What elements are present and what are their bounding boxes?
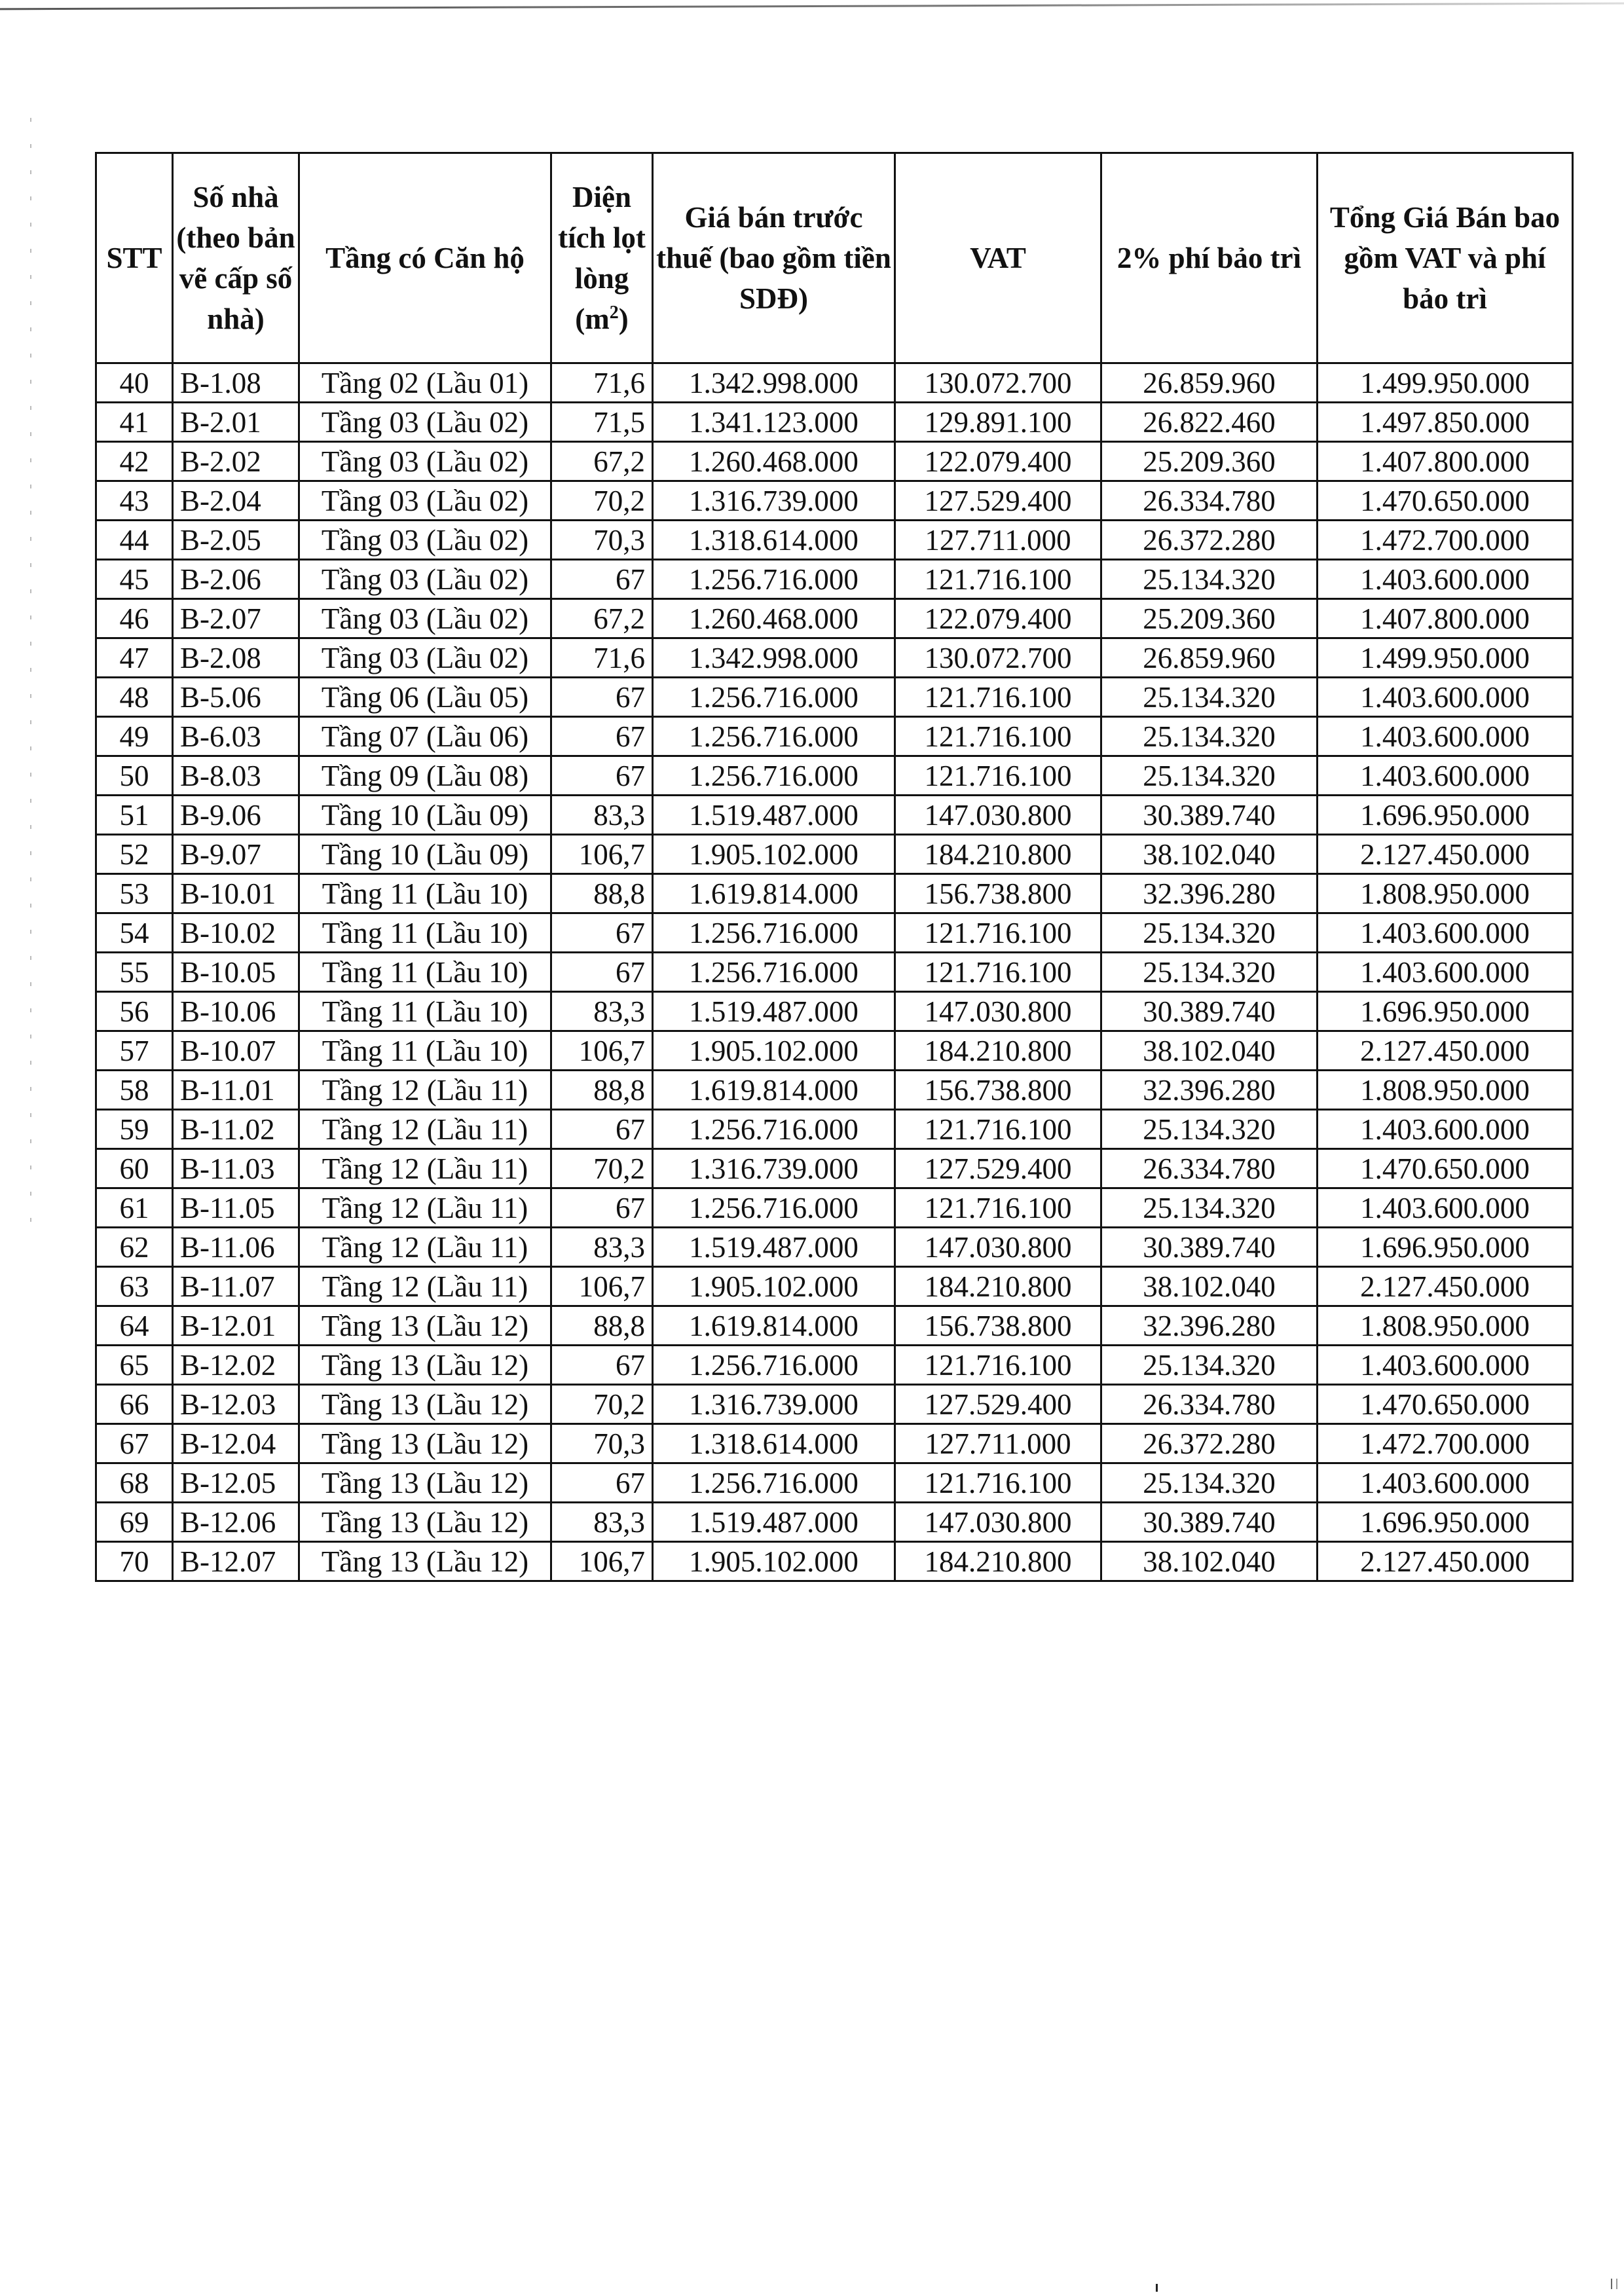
table-row [96,481,1573,521]
cell-floor: Tầng 13 (Lầu 12) [299,1424,551,1463]
cell-total-price: 1.403.600.000 [1318,953,1573,992]
cell-maintenance-fee: 25.134.320 [1101,1346,1318,1385]
cell-house-number: B-10.02 [173,913,299,953]
cell-floor: Tầng 13 (Lầu 12) [299,1542,551,1581]
cell-maintenance-fee: 25.209.360 [1101,599,1318,638]
cell-price-before-tax: 1.619.814.000 [653,1306,895,1346]
cell-stt: 60 [96,1149,173,1188]
cell-house-number: B-12.02 [173,1346,299,1385]
cell-vat: 147.030.800 [895,1228,1101,1267]
cell-floor: Tầng 12 (Lầu 11) [299,1110,551,1149]
cell-house-number: B-10.01 [173,874,299,913]
cell-maintenance-fee: 32.396.280 [1101,1306,1318,1346]
cell-stt: 52 [96,835,173,874]
cell-total-price: 1.472.700.000 [1318,521,1573,560]
cell-stt: 66 [96,1385,173,1424]
cell-price-before-tax: 1.256.716.000 [653,913,895,953]
cell-area: 71,5 [551,403,653,442]
cell-total-price: 1.499.950.000 [1318,638,1573,678]
cell-total-price: 1.696.950.000 [1318,1503,1573,1542]
cell-vat: 121.716.100 [895,913,1101,953]
table-row [96,992,1573,1031]
cell-floor: Tầng 03 (Lầu 02) [299,638,551,678]
cell-vat: 129.891.100 [895,403,1101,442]
cell-total-price: 2.127.450.000 [1318,1031,1573,1071]
cell-vat: 127.711.000 [895,521,1101,560]
cell-stt: 68 [96,1463,173,1503]
cell-floor: Tầng 12 (Lầu 11) [299,1267,551,1306]
cell-price-before-tax: 1.260.468.000 [653,599,895,638]
cell-area: 67 [551,717,653,756]
cell-maintenance-fee: 25.134.320 [1101,953,1318,992]
cell-area: 106,7 [551,1542,653,1581]
cell-floor: Tầng 03 (Lầu 02) [299,442,551,481]
cell-maintenance-fee: 25.134.320 [1101,756,1318,796]
cell-total-price: 1.696.950.000 [1318,1228,1573,1267]
cell-house-number: B-2.06 [173,560,299,599]
cell-house-number: B-11.03 [173,1149,299,1188]
cell-total-price: 1.470.650.000 [1318,481,1573,521]
cell-price-before-tax: 1.905.102.000 [653,1267,895,1306]
cell-vat: 184.210.800 [895,1542,1101,1581]
table-row [96,1110,1573,1149]
cell-vat: 121.716.100 [895,1346,1101,1385]
cell-price-before-tax: 1.316.739.000 [653,1149,895,1188]
cell-house-number: B-2.08 [173,638,299,678]
cell-area: 106,7 [551,835,653,874]
cell-area: 70,2 [551,481,653,521]
table-row [96,599,1573,638]
table-row [96,442,1573,481]
cell-total-price: 2.127.450.000 [1318,1267,1573,1306]
cell-total-price: 1.403.600.000 [1318,560,1573,599]
header-total-price: Tổng Giá Bán bao gồm VAT và phí bảo trì [1318,153,1573,363]
cell-total-price: 1.403.600.000 [1318,913,1573,953]
cell-stt: 47 [96,638,173,678]
table-row [96,953,1573,992]
cell-stt: 67 [96,1424,173,1463]
table-row [96,521,1573,560]
table-row [96,1031,1573,1071]
cell-total-price: 1.403.600.000 [1318,1188,1573,1228]
cell-maintenance-fee: 26.334.780 [1101,481,1318,521]
cell-house-number: B-2.05 [173,521,299,560]
table-row [96,560,1573,599]
cell-floor: Tầng 12 (Lầu 11) [299,1149,551,1188]
cell-total-price: 1.403.600.000 [1318,1463,1573,1503]
table-row [96,756,1573,796]
cell-maintenance-fee: 30.389.740 [1101,992,1318,1031]
cell-stt: 69 [96,1503,173,1542]
table-row [96,1228,1573,1267]
cell-vat: 184.210.800 [895,1267,1101,1306]
cell-total-price: 1.403.600.000 [1318,1346,1573,1385]
cell-price-before-tax: 1.341.123.000 [653,403,895,442]
cell-area: 71,6 [551,363,653,403]
cell-house-number: B-11.06 [173,1228,299,1267]
cell-house-number: B-11.01 [173,1071,299,1110]
cell-area: 67 [551,953,653,992]
cell-floor: Tầng 03 (Lầu 02) [299,521,551,560]
cell-house-number: B-2.07 [173,599,299,638]
cell-house-number: B-12.07 [173,1542,299,1581]
cell-area: 67,2 [551,599,653,638]
cell-house-number: B-9.06 [173,796,299,835]
cell-maintenance-fee: 26.372.280 [1101,521,1318,560]
cell-area: 83,3 [551,796,653,835]
cell-house-number: B-11.05 [173,1188,299,1228]
cell-maintenance-fee: 25.134.320 [1101,717,1318,756]
cell-area: 67 [551,1188,653,1228]
table-row [96,1542,1573,1581]
cell-area: 67 [551,1346,653,1385]
cell-stt: 40 [96,363,173,403]
cell-price-before-tax: 1.318.614.000 [653,521,895,560]
cell-total-price: 1.403.600.000 [1318,678,1573,717]
apartment-price-table [95,152,1574,1582]
cell-stt: 61 [96,1188,173,1228]
cell-total-price: 1.403.600.000 [1318,756,1573,796]
cell-stt: 45 [96,560,173,599]
header-stt: STT [96,153,173,363]
cell-stt: 42 [96,442,173,481]
cell-house-number: B-11.07 [173,1267,299,1306]
cell-maintenance-fee: 38.102.040 [1101,1031,1318,1071]
cell-price-before-tax: 1.519.487.000 [653,1503,895,1542]
cell-vat: 127.529.400 [895,1149,1101,1188]
cell-price-before-tax: 1.256.716.000 [653,1110,895,1149]
cell-price-before-tax: 1.256.716.000 [653,756,895,796]
cell-stt: 55 [96,953,173,992]
table-body [96,363,1573,1581]
cell-area: 70,3 [551,1424,653,1463]
cell-floor: Tầng 11 (Lầu 10) [299,953,551,992]
cell-price-before-tax: 1.519.487.000 [653,992,895,1031]
table-row [96,913,1573,953]
cell-floor: Tầng 11 (Lầu 10) [299,1031,551,1071]
cell-maintenance-fee: 26.334.780 [1101,1149,1318,1188]
cell-area: 106,7 [551,1267,653,1306]
cell-stt: 56 [96,992,173,1031]
cell-price-before-tax: 1.905.102.000 [653,1031,895,1071]
cell-vat: 156.738.800 [895,874,1101,913]
cell-house-number: B-10.06 [173,992,299,1031]
cell-area: 67 [551,560,653,599]
cell-stt: 70 [96,1542,173,1581]
cell-area: 67 [551,678,653,717]
cell-area: 70,2 [551,1385,653,1424]
cell-house-number: B-5.06 [173,678,299,717]
cell-floor: Tầng 11 (Lầu 10) [299,913,551,953]
scan-artifact-mark [1611,2279,1617,2289]
cell-floor: Tầng 13 (Lầu 12) [299,1503,551,1542]
cell-vat: 121.716.100 [895,1463,1101,1503]
cell-total-price: 2.127.450.000 [1318,1542,1573,1581]
cell-house-number: B-8.03 [173,756,299,796]
cell-total-price: 1.497.850.000 [1318,403,1573,442]
cell-house-number: B-6.03 [173,717,299,756]
cell-floor: Tầng 03 (Lầu 02) [299,403,551,442]
cell-vat: 184.210.800 [895,1031,1101,1071]
cell-maintenance-fee: 26.822.460 [1101,403,1318,442]
cell-stt: 59 [96,1110,173,1149]
cell-floor: Tầng 13 (Lầu 12) [299,1306,551,1346]
table-header-row [96,153,1573,363]
cell-area: 88,8 [551,1306,653,1346]
cell-area: 67 [551,913,653,953]
cell-price-before-tax: 1.619.814.000 [653,1071,895,1110]
cell-stt: 48 [96,678,173,717]
cell-floor: Tầng 11 (Lầu 10) [299,992,551,1031]
cell-floor: Tầng 12 (Lầu 11) [299,1188,551,1228]
cell-floor: Tầng 06 (Lầu 05) [299,678,551,717]
cell-maintenance-fee: 30.389.740 [1101,796,1318,835]
cell-house-number: B-9.07 [173,835,299,874]
scan-artifact-mark [1156,2284,1158,2292]
cell-vat: 147.030.800 [895,796,1101,835]
table-row [96,1463,1573,1503]
cell-area: 88,8 [551,1071,653,1110]
cell-floor: Tầng 13 (Lầu 12) [299,1346,551,1385]
cell-vat: 130.072.700 [895,363,1101,403]
cell-vat: 121.716.100 [895,1110,1101,1149]
cell-total-price: 2.127.450.000 [1318,835,1573,874]
cell-vat: 147.030.800 [895,1503,1101,1542]
cell-price-before-tax: 1.318.614.000 [653,1424,895,1463]
cell-maintenance-fee: 25.134.320 [1101,913,1318,953]
cell-area: 70,3 [551,521,653,560]
cell-total-price: 1.696.950.000 [1318,796,1573,835]
cell-maintenance-fee: 32.396.280 [1101,1071,1318,1110]
header-area-text: Diện tích lọt lòng (m [558,181,646,335]
cell-price-before-tax: 1.316.739.000 [653,1385,895,1424]
cell-area: 67 [551,756,653,796]
cell-price-before-tax: 1.342.998.000 [653,638,895,678]
cell-vat: 121.716.100 [895,678,1101,717]
table-row [96,1267,1573,1306]
cell-vat: 156.738.800 [895,1071,1101,1110]
cell-price-before-tax: 1.519.487.000 [653,796,895,835]
cell-floor: Tầng 13 (Lầu 12) [299,1463,551,1503]
header-floor: Tầng có Căn hộ [299,153,551,363]
cell-total-price: 1.499.950.000 [1318,363,1573,403]
scan-edge-line [0,3,1624,10]
cell-vat: 147.030.800 [895,992,1101,1031]
cell-price-before-tax: 1.256.716.000 [653,1346,895,1385]
cell-area: 67,2 [551,442,653,481]
cell-floor: Tầng 12 (Lầu 11) [299,1228,551,1267]
cell-floor: Tầng 03 (Lầu 02) [299,560,551,599]
cell-price-before-tax: 1.316.739.000 [653,481,895,521]
cell-house-number: B-10.05 [173,953,299,992]
table-row [96,1188,1573,1228]
cell-house-number: B-12.03 [173,1385,299,1424]
cell-floor: Tầng 11 (Lầu 10) [299,874,551,913]
cell-vat: 156.738.800 [895,1306,1101,1346]
cell-stt: 53 [96,874,173,913]
header-house-number: Số nhà (theo bản vẽ cấp số nhà) [173,153,299,363]
cell-stt: 58 [96,1071,173,1110]
cell-house-number: B-12.01 [173,1306,299,1346]
header-maintenance-fee: 2% phí bảo trì [1101,153,1318,363]
cell-area: 88,8 [551,874,653,913]
cell-vat: 127.529.400 [895,1385,1101,1424]
cell-vat: 122.079.400 [895,599,1101,638]
cell-floor: Tầng 03 (Lầu 02) [299,599,551,638]
cell-maintenance-fee: 30.389.740 [1101,1228,1318,1267]
cell-stt: 51 [96,796,173,835]
cell-stt: 49 [96,717,173,756]
cell-maintenance-fee: 32.396.280 [1101,874,1318,913]
cell-maintenance-fee: 26.859.960 [1101,638,1318,678]
table-row [96,363,1573,403]
header-area-close: ) [618,303,629,335]
table-row [96,1503,1573,1542]
cell-vat: 121.716.100 [895,717,1101,756]
header-vat: VAT [895,153,1101,363]
cell-total-price: 1.808.950.000 [1318,874,1573,913]
cell-price-before-tax: 1.256.716.000 [653,1188,895,1228]
cell-floor: Tầng 07 (Lầu 06) [299,717,551,756]
cell-vat: 121.716.100 [895,1188,1101,1228]
cell-house-number: B-12.06 [173,1503,299,1542]
cell-total-price: 1.470.650.000 [1318,1385,1573,1424]
cell-maintenance-fee: 38.102.040 [1101,835,1318,874]
cell-price-before-tax: 1.260.468.000 [653,442,895,481]
cell-total-price: 1.808.950.000 [1318,1306,1573,1346]
cell-stt: 64 [96,1306,173,1346]
cell-area: 83,3 [551,1503,653,1542]
cell-vat: 121.716.100 [895,953,1101,992]
cell-maintenance-fee: 25.134.320 [1101,1110,1318,1149]
cell-floor: Tầng 13 (Lầu 12) [299,1385,551,1424]
cell-maintenance-fee: 38.102.040 [1101,1542,1318,1581]
cell-maintenance-fee: 25.134.320 [1101,1463,1318,1503]
cell-area: 67 [551,1463,653,1503]
cell-floor: Tầng 03 (Lầu 02) [299,481,551,521]
table-row [96,874,1573,913]
table-row [96,796,1573,835]
cell-vat: 127.711.000 [895,1424,1101,1463]
cell-total-price: 1.407.800.000 [1318,599,1573,638]
cell-area: 71,6 [551,638,653,678]
cell-maintenance-fee: 30.389.740 [1101,1503,1318,1542]
cell-stt: 41 [96,403,173,442]
cell-vat: 122.079.400 [895,442,1101,481]
table-row [96,1306,1573,1346]
cell-stt: 57 [96,1031,173,1071]
cell-vat: 121.716.100 [895,560,1101,599]
cell-total-price: 1.808.950.000 [1318,1071,1573,1110]
cell-total-price: 1.403.600.000 [1318,717,1573,756]
cell-stt: 44 [96,521,173,560]
cell-house-number: B-10.07 [173,1031,299,1071]
cell-price-before-tax: 1.342.998.000 [653,363,895,403]
cell-area: 106,7 [551,1031,653,1071]
cell-stt: 62 [96,1228,173,1267]
cell-vat: 121.716.100 [895,756,1101,796]
table-row [96,1346,1573,1385]
cell-price-before-tax: 1.256.716.000 [653,1463,895,1503]
cell-maintenance-fee: 25.134.320 [1101,678,1318,717]
cell-total-price: 1.403.600.000 [1318,1110,1573,1149]
cell-maintenance-fee: 26.859.960 [1101,363,1318,403]
cell-stt: 46 [96,599,173,638]
table-row [96,717,1573,756]
cell-floor: Tầng 10 (Lầu 09) [299,835,551,874]
cell-house-number: B-2.02 [173,442,299,481]
cell-price-before-tax: 1.256.716.000 [653,678,895,717]
cell-total-price: 1.407.800.000 [1318,442,1573,481]
cell-stt: 54 [96,913,173,953]
cell-price-before-tax: 1.619.814.000 [653,874,895,913]
cell-price-before-tax: 1.905.102.000 [653,1542,895,1581]
cell-house-number: B-11.02 [173,1110,299,1149]
cell-total-price: 1.696.950.000 [1318,992,1573,1031]
table-row [96,835,1573,874]
cell-maintenance-fee: 25.209.360 [1101,442,1318,481]
cell-total-price: 1.470.650.000 [1318,1149,1573,1188]
cell-house-number: B-2.04 [173,481,299,521]
cell-floor: Tầng 10 (Lầu 09) [299,796,551,835]
cell-floor: Tầng 12 (Lầu 11) [299,1071,551,1110]
cell-stt: 63 [96,1267,173,1306]
table-row [96,1424,1573,1463]
header-area-sup: 2 [609,303,619,323]
cell-price-before-tax: 1.905.102.000 [653,835,895,874]
cell-house-number: B-1.08 [173,363,299,403]
header-price-before-tax: Giá bán trước thuế (bao gồm tiền SDĐ) [653,153,895,363]
cell-maintenance-fee: 25.134.320 [1101,560,1318,599]
cell-stt: 65 [96,1346,173,1385]
cell-area: 83,3 [551,992,653,1031]
cell-stt: 50 [96,756,173,796]
cell-vat: 127.529.400 [895,481,1101,521]
cell-area: 67 [551,1110,653,1149]
cell-maintenance-fee: 26.334.780 [1101,1385,1318,1424]
cell-house-number: B-12.05 [173,1463,299,1503]
cell-area: 70,2 [551,1149,653,1188]
header-area [551,153,653,363]
cell-house-number: B-2.01 [173,403,299,442]
cell-floor: Tầng 09 (Lầu 08) [299,756,551,796]
cell-price-before-tax: 1.519.487.000 [653,1228,895,1267]
cell-vat: 184.210.800 [895,835,1101,874]
cell-maintenance-fee: 26.372.280 [1101,1424,1318,1463]
table-row [96,678,1573,717]
table-row [96,638,1573,678]
cell-price-before-tax: 1.256.716.000 [653,953,895,992]
cell-total-price: 1.472.700.000 [1318,1424,1573,1463]
cell-vat: 130.072.700 [895,638,1101,678]
table-row [96,1071,1573,1110]
cell-maintenance-fee: 38.102.040 [1101,1267,1318,1306]
cell-area: 83,3 [551,1228,653,1267]
cell-floor: Tầng 02 (Lầu 01) [299,363,551,403]
table-row [96,1385,1573,1424]
cell-price-before-tax: 1.256.716.000 [653,560,895,599]
table-row [96,403,1573,442]
cell-stt: 43 [96,481,173,521]
cell-house-number: B-12.04 [173,1424,299,1463]
cell-price-before-tax: 1.256.716.000 [653,717,895,756]
table-row [96,1149,1573,1188]
scan-margin-mark [30,118,31,1231]
cell-maintenance-fee: 25.134.320 [1101,1188,1318,1228]
